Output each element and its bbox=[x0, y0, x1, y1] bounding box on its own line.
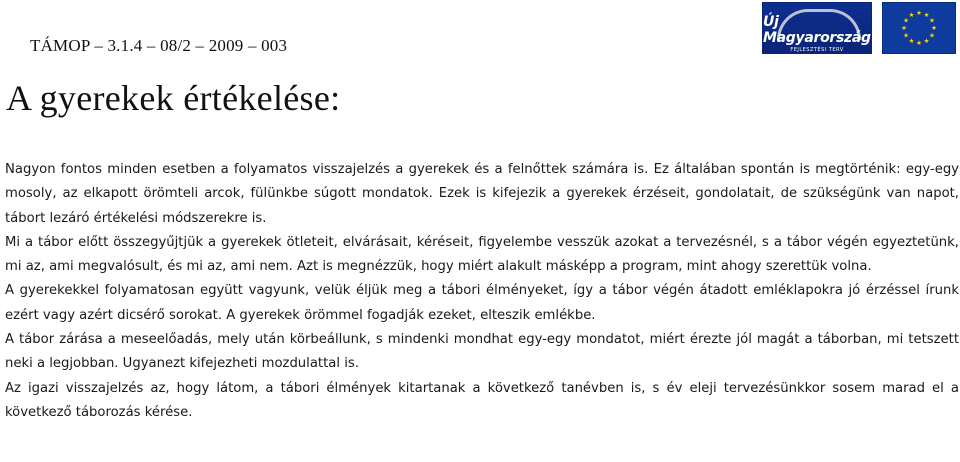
paragraph: A gyerekekkel folyamatosan együtt vagyunk, velük éljük meg a tábori élményeket, így a tábor végén átadott emléklapokra jó érzéssel írunk ezért vagy azért dicsérő sorokat. A gyerekek örömmel fogadják ezeket, elteszik emlékbe. bbox=[5, 283, 959, 323]
eu-star-icon: ★ bbox=[901, 25, 907, 33]
paragraph: Az igazi visszajelzés az, hogy látom, a tábori élmények kitartanak a következő tanévben is, s év eleji tervezésünkkor sosem marad el a következő táborozás kérése. bbox=[5, 380, 959, 420]
logo-umft-subtitle: FEJLESZTÉSI TERV bbox=[790, 46, 844, 53]
paragraph: Mi a tábor előtt összegyűjtjük a gyerekek ötleteit, elvárásait, kéréseit, figyelembe vesszük azokat a tervezésnél, s a tábor végén egyeztetünk, mi az, ami megvalósult, és mi az, ami nem. Azt is megnézzük, hogy miért alakult másképp a program, mint ahogy szerettük volna. bbox=[5, 234, 959, 275]
eu-star-icon: ★ bbox=[908, 12, 915, 20]
eu-flag-icon bbox=[882, 2, 956, 54]
eu-star-icon: ★ bbox=[908, 38, 915, 46]
eu-star-icon: ★ bbox=[916, 10, 922, 18]
document-body bbox=[5, 158, 959, 425]
header-logos bbox=[762, 2, 956, 54]
paragraph: Nagyon fontos minden esetben a folyamatos visszajelzés a gyerekek és a felnőttek számára is. Ez általában spontán is megtörténik: egy-egy mosoly, az elkapott örömteli arcok, fülünkbe súgott mondatok. Ezek is kifejezik a gyerekek érzéseit, gondolatait, de szükségünk van napot, tábort lezáró értékelési módszerekre is. bbox=[5, 162, 959, 226]
eu-star-icon: ★ bbox=[916, 40, 922, 48]
project-code: TÁMOP – 3.1.4 – 08/2 – 2009 – 003 bbox=[30, 36, 288, 55]
eu-star-icon: ★ bbox=[903, 17, 909, 25]
eu-star-icon: ★ bbox=[923, 38, 930, 46]
page-title: A gyerekek értékelése: bbox=[6, 78, 341, 118]
eu-star-icon: ★ bbox=[923, 12, 930, 20]
eu-star-icon: ★ bbox=[929, 32, 935, 40]
eu-star-icon: ★ bbox=[929, 17, 935, 25]
uj-magyarorszag-logo bbox=[762, 2, 872, 54]
logo-umft-title: Új Magyarország bbox=[763, 13, 871, 46]
eu-star-icon: ★ bbox=[931, 25, 937, 33]
paragraph: A tábor zárása a meseelőadás, mely után körbeállunk, s mindenki mondhat egy-egy mondatot, miért érezte jól magát a táborban, mi tetszett neki a legjobban. Ugyanezt kifejezheti mozdulattal is. bbox=[5, 332, 959, 372]
eu-star-icon: ★ bbox=[903, 32, 909, 40]
